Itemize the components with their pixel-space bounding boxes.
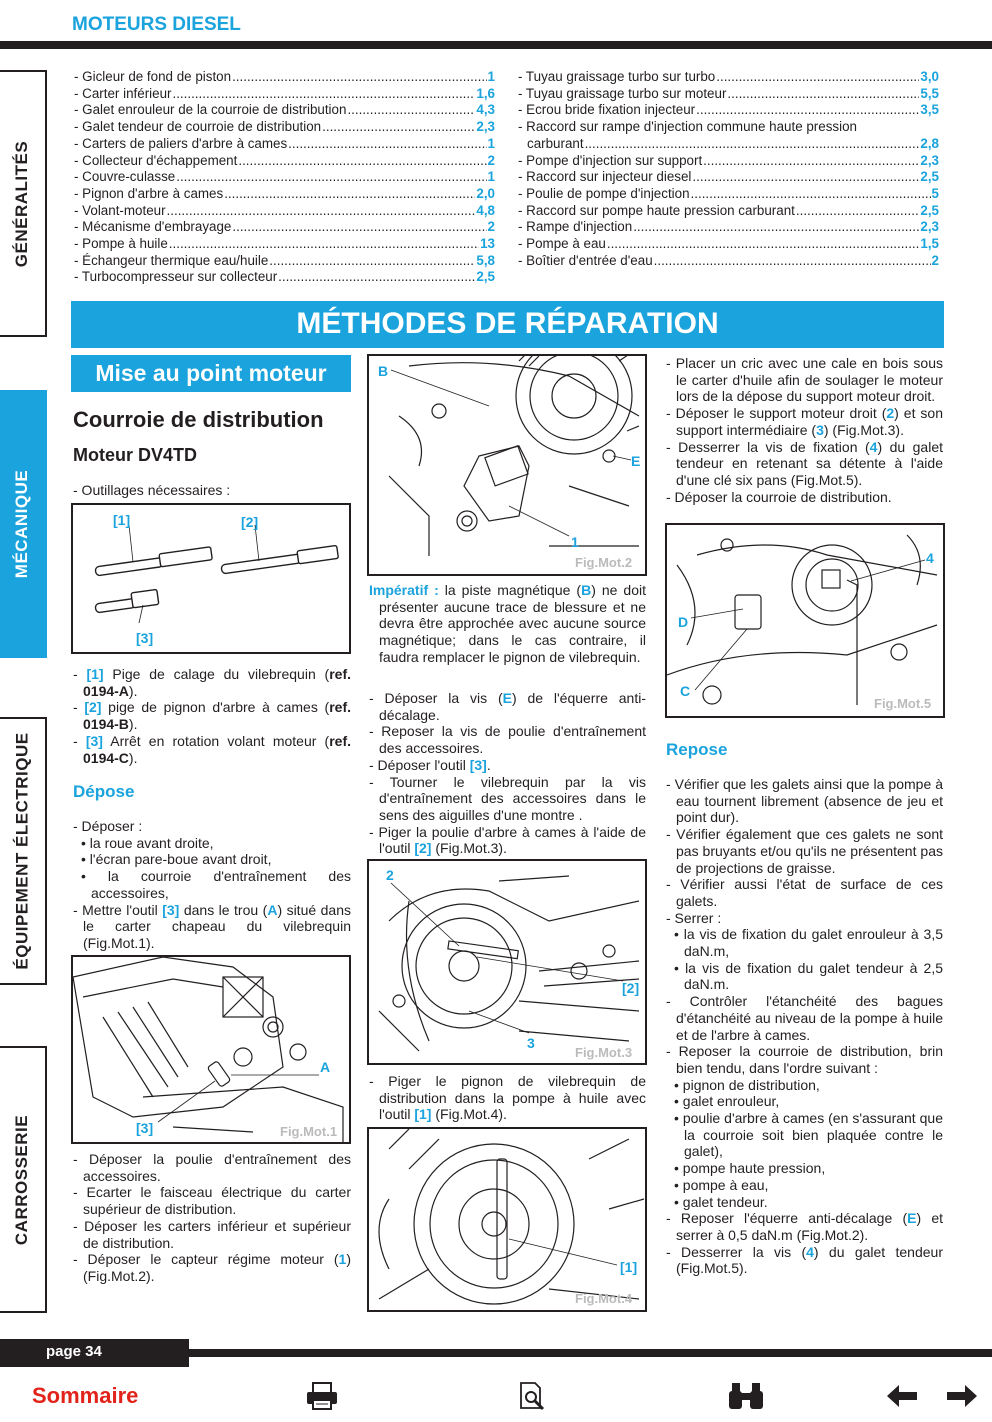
index-entry-page: 4,8 [476,202,495,218]
fig1-label-3: [3] [136,1120,154,1136]
index-entry-page: 4,3 [476,102,495,118]
arrow-left-icon[interactable] [884,1380,920,1412]
depose-line: - Déposer : [73,818,143,834]
index-leader-dots [716,69,919,86]
step-line: - Reposer la courroie de distribution, brin bien tendu, dans l'ordre suivant : [666,1043,943,1076]
fig2-label-e: E [631,453,641,469]
index-entry[interactable] [74,253,495,270]
side-tab-label: CARROSSERIE [12,1114,32,1245]
index-entry-label: - Volant-moteur [74,202,166,218]
index-entry[interactable] [74,69,495,86]
depose-line: • l'écran pare-boue avant droit, [81,851,272,868]
index-entry-page: 2,5 [920,169,939,185]
fig5-label-c: C [680,683,691,699]
fig3-drawing [369,861,645,1063]
index-right [518,69,939,269]
side-tab-equipement-electrique[interactable] [0,717,47,985]
index-entry[interactable] [518,102,939,119]
index-entry-page: 1 [487,135,495,151]
col3-top-text [666,355,943,505]
index-leader-dots [654,253,931,270]
index-entry-page: 1,6 [476,85,495,101]
index-entry-page: 1 [487,169,495,185]
col2-bottom-text [369,1073,646,1123]
step-line: • pignon de distribution, [674,1076,820,1093]
index-entry-label: - Poulie de pompe d'injection [518,185,690,201]
index-entry[interactable] [74,269,495,286]
depose-line: • la roue avant droite, [81,834,214,851]
depose-line: • la courroie d'entraînement des accessoires, [81,868,351,901]
index-entry[interactable] [518,253,939,270]
index-leader-dots [176,169,486,186]
index-entry[interactable] [74,119,495,136]
index-entry-label: - Rampe d'injection [518,219,633,235]
index-leader-dots [167,203,476,220]
repose-text [666,776,943,1277]
step-line: - Piger le pignon de vilebrequin de distribution dans la pompe à huile avec l'outil [1] (Fig.Mot.4). [369,1073,646,1123]
index-entry-page: 2,5 [476,269,495,285]
side-tab-label: GÉNÉRALITÉS [12,140,32,267]
index-entry-page: 2,3 [920,152,939,168]
index-leader-dots [796,203,919,220]
figure-mot-2 [367,354,647,576]
index-leader-dots [633,219,919,236]
top-rule [0,41,992,49]
index-left [74,69,495,286]
index-entry-label: - Gicleur de fond de piston [74,69,232,84]
index-entry[interactable] [74,203,495,220]
step-line: • pompe à eau, [674,1176,769,1193]
index-entry-page: 2,3 [920,219,939,235]
index-entry-label: - Pompe à eau [518,236,606,252]
depose-text [73,818,351,952]
col1-bottom-text [73,1151,351,1285]
index-leader-dots [278,269,475,286]
index-entry[interactable] [518,136,939,153]
page-number: page 34 [0,1339,189,1367]
step-line: - Déposer la courroie de distribution. [666,488,892,505]
step-line: - Piger la poulie d'arbre à cames à l'aide de l'outil [2] (Fig.Mot.3). [369,823,646,857]
heading-courroie: Courroie de distribution [73,407,324,432]
index-entry-page: 1 [487,69,495,84]
index-entry[interactable] [74,86,495,103]
step-line: • poulie d'arbre à cames (en s'assurant que la courroie soit bien plaquée contre le galet), [674,1110,943,1160]
imperatif-text [369,582,646,666]
index-leader-dots [288,136,486,153]
step-line: • pompe haute pression, [674,1160,826,1177]
index-entry-label: - Couvre-culasse [74,169,176,185]
step-line: - Déposer le capteur régime moteur (1) (Fig.Mot.2). [73,1251,351,1284]
index-entry-page: 1,5 [920,236,939,252]
index-entry-page: 3,0 [920,69,939,84]
outillages-text: - Outillages nécessaires : [73,482,231,498]
index-entry-page: 2 [931,252,939,268]
index-entry[interactable] [74,236,495,253]
index-entry[interactable] [518,236,939,253]
tools-list [73,666,351,766]
side-tab-label: ÉQUIPEMENT ÉLECTRIQUE [12,732,32,970]
heading-moteur: Moteur DV4TD [73,445,198,465]
step-line: - Vérifier que les galets ainsi que la pompe à eau tournent librement (absence de jeu et point dur). [666,776,943,826]
step-line: • galet tendeur. [674,1193,768,1210]
index-leader-dots [224,186,475,203]
fig1-label-a: A [320,1059,331,1075]
index-leader-dots [691,186,931,203]
index-leader-dots [692,169,919,186]
index-entry[interactable] [518,153,939,170]
step-line: - Ecarter le faisceau électrique du carter supérieur de distribution. [73,1184,351,1218]
side-tab-generalites[interactable] [0,70,47,337]
tool-label-1: [1] [113,512,131,528]
step-line: - Vérifier également que ces galets ne sont pas bruyants et/ou qu'ils ne présentent pas de projections de graisse. [666,826,943,876]
figure-mot-1 [71,955,351,1144]
index-entry-page: 3,5 [920,102,939,118]
index-leader-dots [727,86,919,103]
index-entry-label: - Raccord sur rampe d'injection commune haute pression [518,119,857,135]
index-entry-page: 2 [487,219,495,235]
index-leader-dots [232,69,486,86]
tools-figure [71,503,351,654]
index-entry-label: - Ecrou bride fixation injecteur [518,102,696,118]
index-entry[interactable] [518,119,939,136]
index-entry[interactable] [74,186,495,203]
fig4-drawing [369,1129,645,1310]
heading-depose: Dépose [73,782,135,801]
index-entry-page: 5 [931,185,939,201]
index-leader-dots [607,236,920,253]
index-entry-page: 5,8 [476,252,495,268]
index-entry-label: - Pompe à huile [74,236,168,252]
index-entry[interactable] [74,219,495,236]
tool-label-3: [3] [136,630,154,646]
index-entry-label: - Tuyau graissage turbo sur turbo [518,69,716,84]
step-line: • la vis de fixation du galet enrouleur à 3,5 daN.m, [674,926,943,960]
fig3-label-t2: [2] [622,980,640,996]
index-entry[interactable] [74,102,495,119]
index-entry-page: 2,8 [920,135,939,151]
index-entry-label: - Carters de paliers d'arbre à cames [74,135,288,151]
tool-label-2: [2] [241,514,259,530]
step-line: - Vérifier aussi l'état de surface de ces galets. [666,876,943,909]
printer-icon[interactable] [302,1380,342,1412]
index-entry-label: - Pompe d'injection sur support [518,152,703,168]
depose-line: - Mettre l'outil [3] dans le trou (A) situé dans le carter chapeau du vilebrequin (Fig.Mot.1). [73,901,351,951]
index-entry[interactable] [518,186,939,203]
index-entry-label: - Turbocompresseur sur collecteur [74,269,278,285]
page-header-title: MOTEURS DIESEL [72,14,241,35]
sommaire-link[interactable]: Sommaire [32,1383,139,1408]
fig2-drawing [369,356,645,574]
index-entry[interactable] [518,219,939,236]
index-entry-label: - Boîtier d'entrée d'eau [518,252,653,268]
step-line: - Reposer la vis de poulie d'entraînement des accessoires. [369,723,646,757]
step-line: - Déposer l'outil [3]. [369,756,491,773]
fig5-label-d: D [678,614,689,630]
col2-mid-text [369,690,646,857]
figure-mot-4 [367,1127,647,1312]
step-line: - Déposer la poulie d'entraînement des accessoires. [73,1151,351,1184]
fig3-label-2: 2 [386,867,394,883]
fig3-caption: Fig.Mot.3 [575,1045,633,1060]
index-entry-page: 13 [480,236,495,252]
arrow-right-icon[interactable] [944,1380,980,1412]
step-line: - Tourner le vilebrequin par la vis d'entraînement des accessoires dans le sens des aiguilles d'une montre . [369,773,646,823]
index-entry[interactable] [518,86,939,103]
index-leader-dots [172,86,475,103]
step-line: - Desserrer la vis (4) du galet tendeur (Fig.Mot.5). [666,1243,943,1277]
side-tab-mecanique[interactable] [0,390,47,658]
step-line: - Serrer : [666,909,722,926]
index-entry[interactable] [518,169,939,186]
fig5-caption: Fig.Mot.5 [874,696,932,711]
index-leader-dots [585,136,920,153]
section-banner: MÉTHODES DE RÉPARATION [71,301,944,348]
fig2-caption: Fig.Mot.2 [575,555,633,570]
fig1-drawing [73,957,349,1142]
index-entry-label: - Raccord sur pompe haute pression carburant [518,202,795,218]
binoculars-icon[interactable] [726,1380,766,1412]
index-entry-label: - Galet enrouleur de la courroie de distribution [74,102,347,118]
step-line: - Déposer le support moteur droit (2) et son support intermédiaire (3) (Fig.Mot.3). [666,405,943,438]
tool-item-2: - [2] pige de pignon d'arbre à cames (ref. 0194-B). [73,699,351,733]
index-leader-dots [347,102,475,119]
step-line: • galet enrouleur, [674,1093,780,1110]
figure-mot-3 [367,859,647,1065]
index-entry-label: - Galet tendeur de courroie de distribution [74,119,322,135]
search-page-icon[interactable] [515,1380,549,1412]
fig5-label-4: 4 [926,550,934,566]
tool-item-1: - [1] Pige de calage du vilebrequin (ref. 0194-A). [73,666,351,699]
side-tab-carrosserie[interactable] [0,1046,47,1313]
side-tab-label: MÉCANIQUE [12,469,32,579]
index-entry[interactable] [518,203,939,220]
step-line: - Desserrer la vis de fixation (4) du galet tendeur en retenant sa détente à l'aide d'une clé six pans (Fig.Mot.5). [666,438,944,488]
index-entry-page: 5,5 [920,85,939,101]
fig1-caption: Fig.Mot.1 [280,1124,338,1139]
fig2-label-b: B [378,363,389,379]
index-entry-label: - Tuyau graissage turbo sur moteur [518,85,727,101]
index-entry-label: - Carter inférieur [74,85,172,101]
step-line: - Placer un cric avec une cale en bois sous le carter d'huile afin de soulager le moteur lors de la dépose du support moteur droit. [666,355,943,405]
index-leader-dots [238,153,486,170]
index-entry[interactable] [74,169,495,186]
index-leader-dots [232,219,486,236]
fig4-label-1: [1] [620,1259,638,1275]
index-leader-dots [269,253,475,270]
index-entry-label: - Raccord sur injecteur diesel [518,169,692,185]
fig3-label-3: 3 [527,1035,535,1051]
step-line: • la vis de fixation du galet tendeur à 2,5 daN.m. [674,959,943,993]
index-entry-label: - Pignon d'arbre à cames [74,185,224,201]
step-line: - Reposer l'équerre anti-décalage (E) et serrer à 0,5 daN.m (Fig.Mot.2). [666,1210,943,1243]
index-entry-label: - Échangeur thermique eau/huile [74,252,269,268]
index-entry-page: 2,3 [476,119,495,135]
index-entry-label: - Mécanisme d'embrayage [74,219,232,235]
step-line: - Contrôler l'étanchéité des bagues d'étanchéité au niveau de la pompe à huile et de l'arbre à cames. [666,993,943,1043]
figure-mot-5 [665,523,945,718]
index-entry-page: 2,5 [920,202,939,218]
step-line: - Déposer la vis (E) de l'équerre anti-décalage. [369,690,646,723]
index-entry[interactable] [74,136,495,153]
index-entry-label: carburant [527,135,584,151]
index-entry[interactable] [518,69,939,86]
section-title: Mise au point moteur [71,355,351,392]
tool-item-3: - [3] Arrêt en rotation volant moteur (ref. 0194-C). [73,732,351,766]
index-entry-page: 2 [487,152,495,168]
step-line: - Déposer les carters inférieur et supérieur de distribution. [73,1217,351,1251]
index-leader-dots [696,102,919,119]
index-entry[interactable] [74,153,495,170]
index-entry-page: 2,0 [476,185,495,201]
fig4-caption: Fig.Mot.4 [575,1291,633,1306]
imperatif-note: Impératif : la piste magnétique (B) ne doit présenter aucune trace de blessure et ne devra être approchée avec aucune source magnétique; dans le cas contraire, il faudra remplacer le pignon de vilebrequin. [369,582,646,665]
fig2-label-1: 1 [571,534,579,550]
fig5-drawing [667,525,943,716]
index-entry-label: - Collecteur d'échappement [74,152,238,168]
heading-repose: Repose [666,740,728,759]
index-leader-dots [322,119,475,136]
index-leader-dots [703,153,919,170]
index-leader-dots [169,236,479,253]
